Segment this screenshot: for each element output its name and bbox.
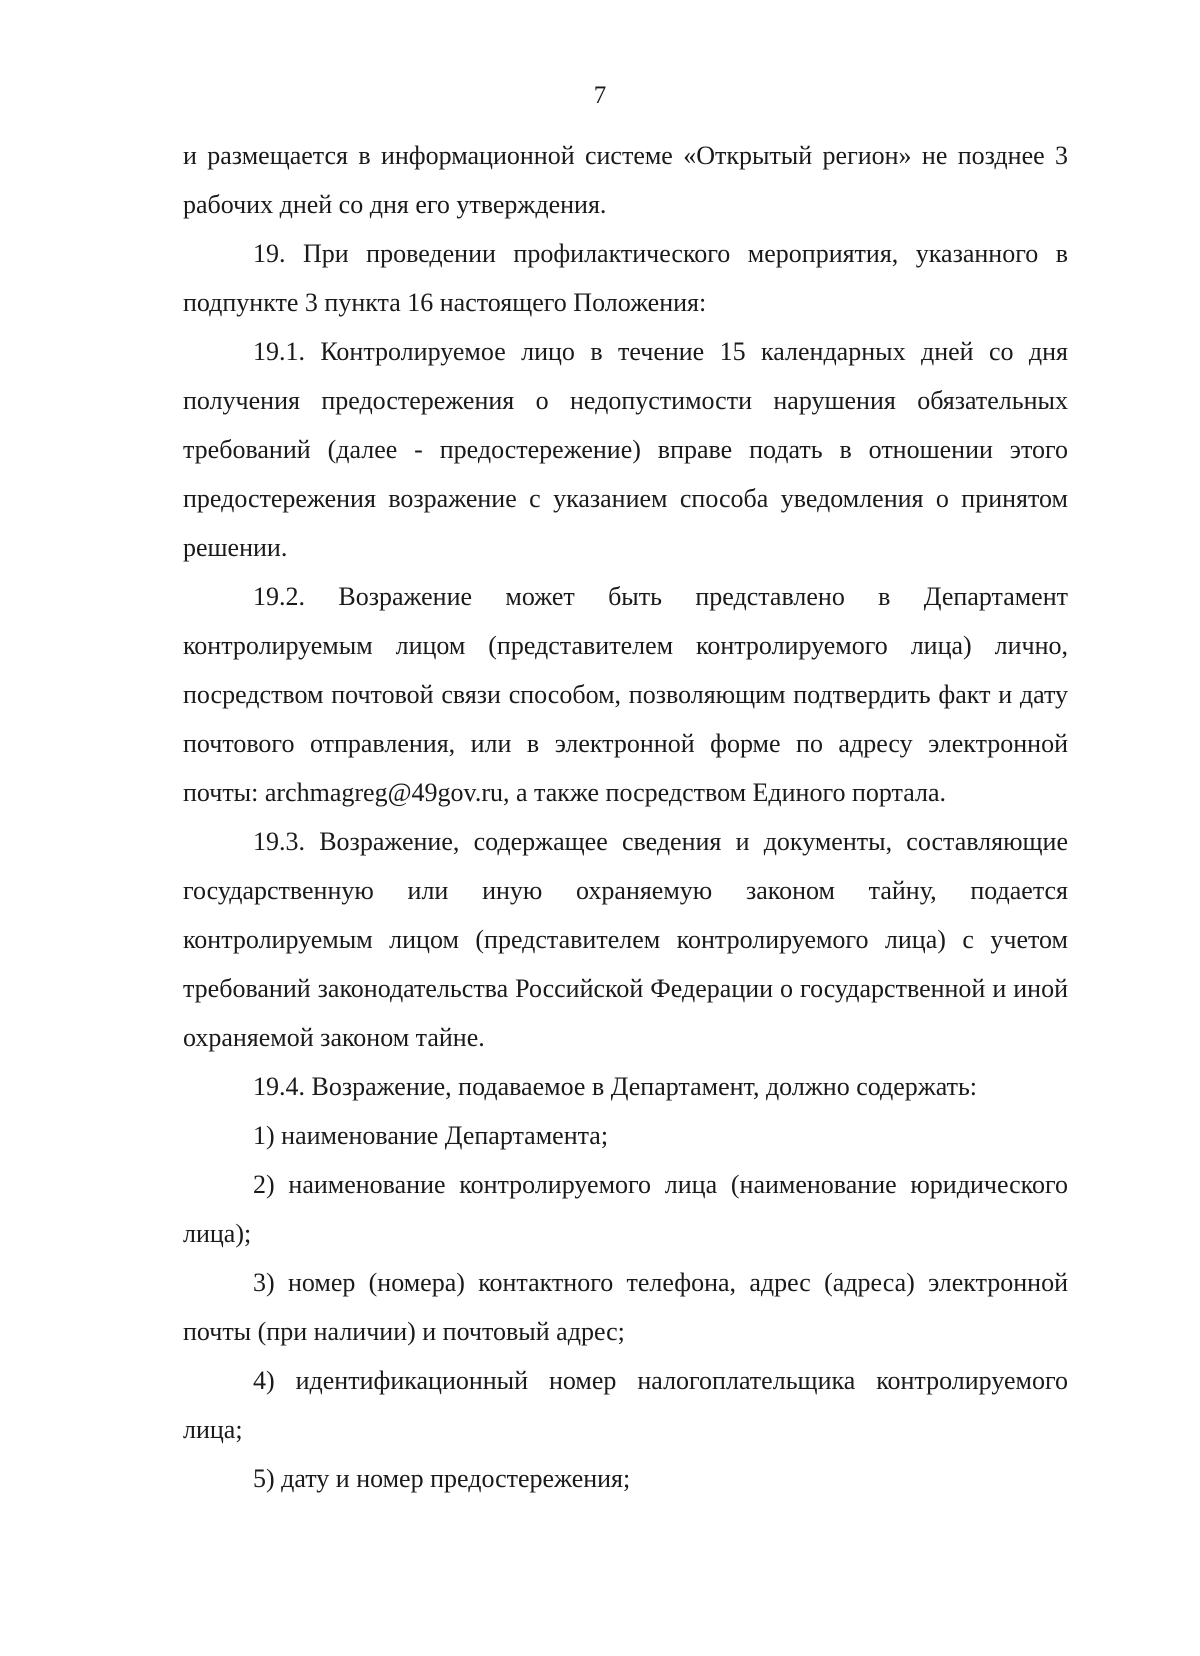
paragraph-19-2: 19.2. Возражение может быть представлено в Департамент контролируемым лицом (представителем контролируемого лица) лично, посредством почтовой связи способом, позволяющим подтвердить факт и дату почтового отправления, или в электронной форме по адресу электронной почты: archmagreg@49gov.ru, а также посредством Единого портала. [183,582,1068,807]
list-item-1: 1) наименование Департамента; [253,1121,609,1150]
list-item-5: 5) дату и номер предостережения; [253,1464,631,1493]
paragraph-19-3: 19.3. Возражение, содержащее сведения и документы, составляющие государственную или иную охраняемую законом тайну, подается контролируемым лицом (представителем контролируемого лица) с учетом требований законодательства Российской Федерации о государственной и иной охраняемой законом тайне. [183,827,1068,1052]
list-item-2: 2) наименование контролируемого лица (наименование юридического лица); [183,1170,1068,1248]
paragraph-19-4: 19.4. Возражение, подаваемое в Департамент, должно содержать: [253,1072,978,1101]
paragraph-19-1: 19.1. Контролируемое лицо в течение 15 календарных дней со дня получения предостережения о недопустимости нарушения обязательных требований (далее - предостережение) вправе подать в отношении этого предостережения возражение с указанием способа уведомления о принятом решении. [183,337,1068,562]
list-item-3: 3) номер (номера) контактного телефона, адрес (адреса) электронной почты (при наличии) и почтовый адрес; [183,1268,1068,1346]
paragraph-continuation: и размещается в информационной системе «Открытый регион» не позднее 3 рабочих дней со дня его утверждения. [183,141,1068,219]
paragraph-19: 19. При проведении профилактического мероприятия, указанного в подпункте 3 пункта 16 настоящего Положения: [183,239,1068,317]
page-number: 7 [593,82,607,109]
document-body [183,131,1068,1503]
list-item-4: 4) идентификационный номер налогоплательщика контролируемого лица; [183,1366,1068,1444]
